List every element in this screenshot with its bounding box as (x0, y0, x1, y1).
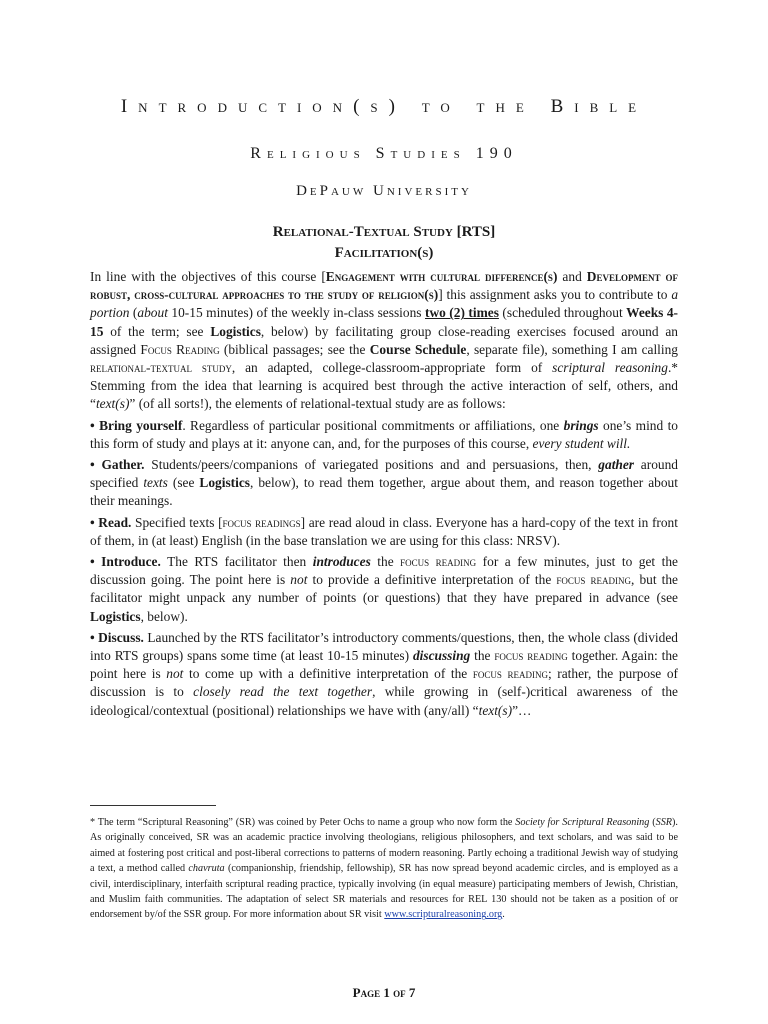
section-subheading: Facilitation(s) (334, 245, 434, 261)
intro-paragraph: In line with the objectives of this course [Engagement with cultural difference(s) and Development of robust, cross-cultural approaches to the study of religion(s)] this assignment asks you to contribute to a portion (about 10-15 minutes) of the weekly in-class sessions two (2) times (scheduled throughout Weeks 4-15 of the term; see Logistics, below) by facilitating group close-reading exercises focused around an assigned Focus Reading (biblical passages; see the Course Schedule, separate file), something I am calling relational-textual study, an adapted, college-classroom-appropriate form of scriptural reasoning.* Stemming from the idea that learning is acquired best through the active interaction of self, others, and “text(s)” (of all sorts!), the elements of relational-textual study are as follows: (90, 269, 679, 412)
scriptural-reasoning-link[interactable]: www.scripturalreasoning.org (384, 909, 503, 921)
bullet-gather: • Gather. Students/peers/companions of variegated positions and and persuasions, then, gather around specified texts (see Logistics, below), to read them together, argue about them, and reason together about their meanings. (90, 457, 678, 509)
footnote-divider (90, 805, 216, 806)
section-heading: Relational-Textual Study [RTS] (272, 224, 496, 240)
university-name: DePauw University (296, 183, 472, 199)
document-title: Introduction(s) to the Bible (120, 96, 648, 117)
bullet-discuss: • Discuss. Launched by the RTS facilitator’s introductory comments/questions, then, the whole class (divided into RTS groups) spans some time (at least 10-15 minutes) discussing the focus reading together. Again: the point here is not to come up with a definitive interpretation of the focus reading; rather, the purpose of discussion is to closely read the text together, while growing in (self-)critical awareness of the ideological/contextual (positional) relationships we have with (any/all) “text(s)”… (90, 629, 678, 718)
footnote: * The term “Scriptural Reasoning” (SR) was coined by Peter Ochs to name a group who now form the Society for Scriptural Reasoning (SSR). As originally conceived, SR was an academic practice involving theologians, religious philosophers, and text scholars, and was said to be aimed at fostering post critical and post-liberal corrections to patterns of modern reasoning. Partly echoing a traditional Jewish way of studying a text, a method called chavruta (companionship, friendship, fellowship), SR has now spread beyond academic circles, and is employed as a civil, interdisciplinary, interfaith scriptural reading practice, typically involving (in equal measure) participating members of Jewish, Christian, and Muslim faith communities. The adaptation of select SR materials and resources for REL 130 should not be taken as a position of or endorsement by/of the SSR group. For more information about SR visit www.scripturalreasoning.org. (90, 817, 678, 921)
course-subtitle: Religious Studies 190 (250, 145, 518, 162)
bullet-introduce: • Introduce. The RTS facilitator then introduces the focus reading for a few minutes, just to get the discussion going. The point here is not to provide a definitive interpretation of the focus reading, but the facilitator might unpack any number of points (or questions) that they have prepared in advance (see Logistics, below). (90, 554, 679, 624)
bullet-bring-yourself: • Bring yourself. Regardless of particular positional commitments or affiliations, one brings one’s mind to this form of study and plays at it: anyone can, and, for the purposes of this course, every student will. (90, 417, 678, 451)
body-text (90, 268, 678, 723)
page-number: Page 1 of 7 (352, 985, 416, 1000)
bullet-read: • Read. Specified texts [focus readings] are read aloud in class. Everyone has a hard-copy of the text in front of them, in (at least) English (in the base translation we are using for this class: NRSV). (90, 514, 678, 548)
